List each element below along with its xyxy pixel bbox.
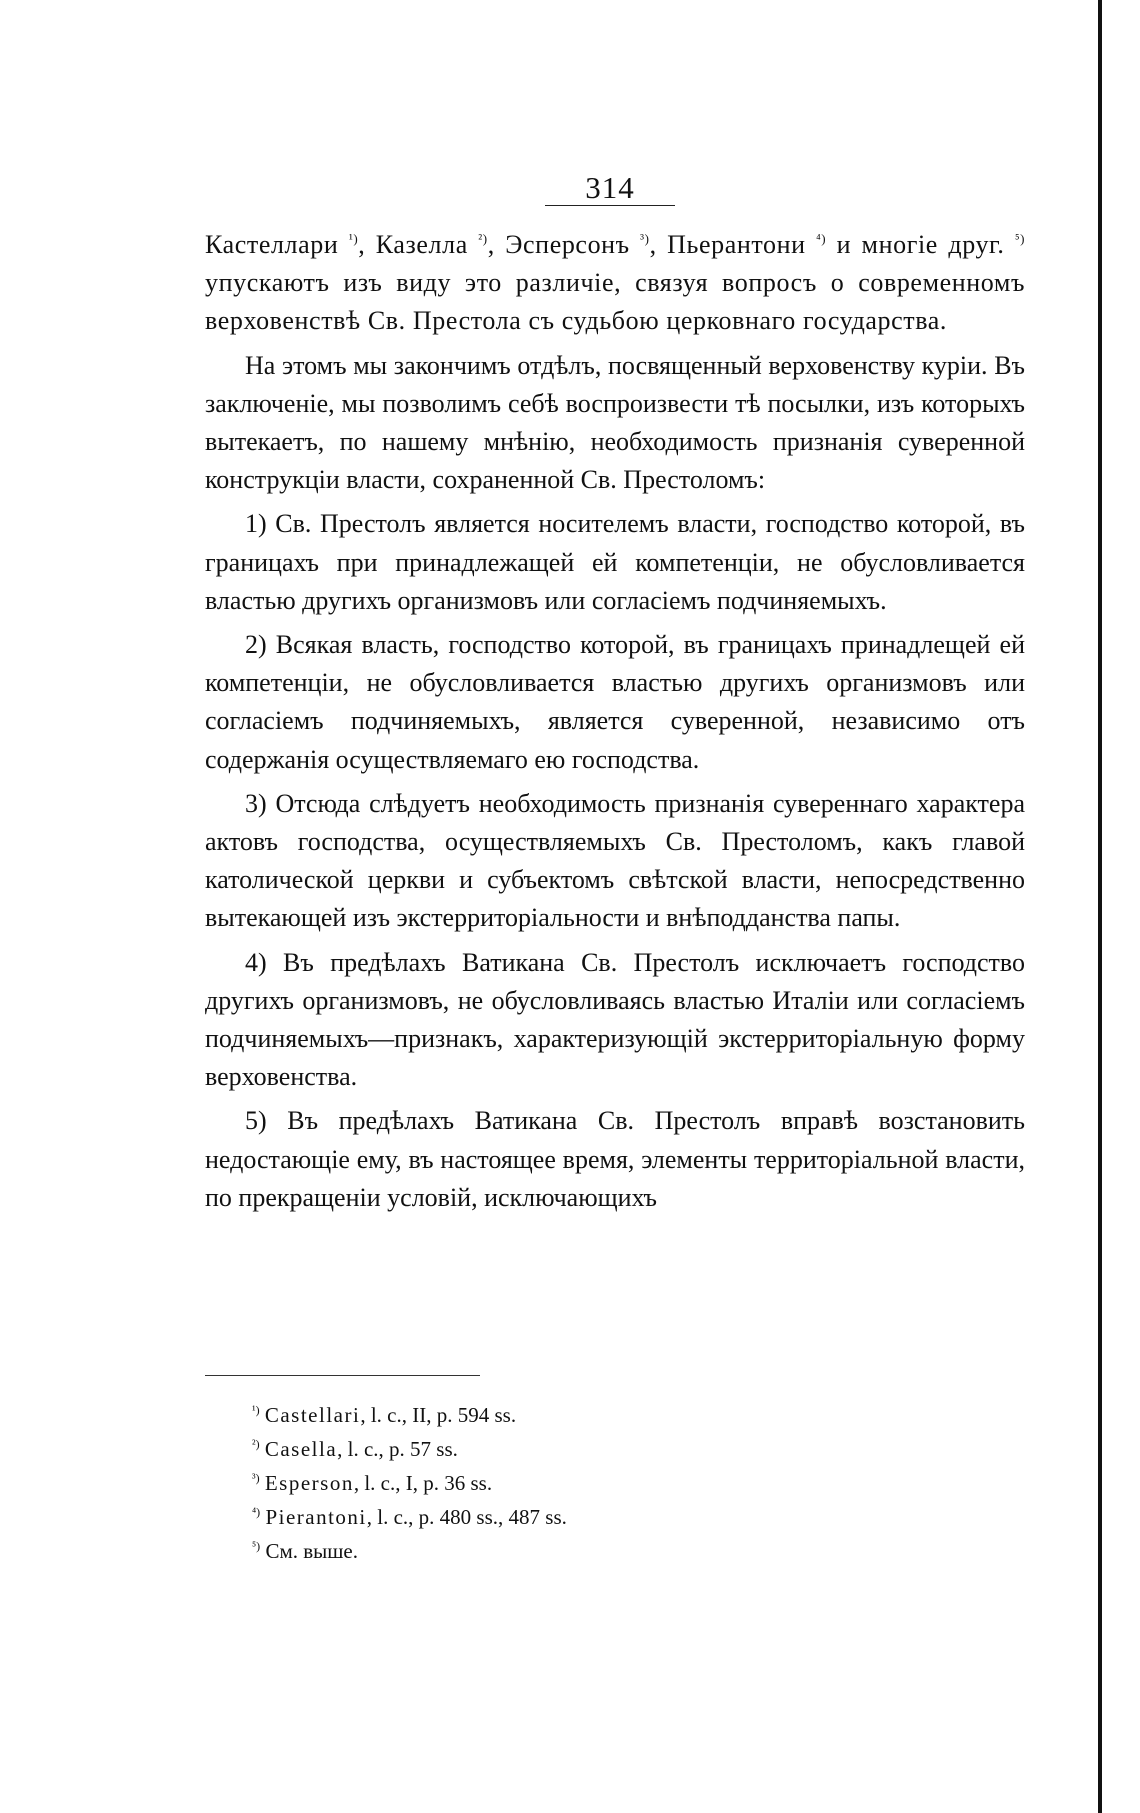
footnote-author: Esperson [264, 1471, 354, 1495]
footnote [252, 1500, 952, 1534]
thesis-4: 4) Въ предѣлахъ Ватикана Св. Престолъ исключаетъ господство другихъ организмовъ, не обусловливаясь властью Италіи или согласіемъ подчиняемыхъ—признакъ, характеризующій экстерриторіальную форму верховенства. [205, 947, 1025, 1092]
page-edge-line [1098, 0, 1102, 1813]
footnote-reference-text: См. выше. [265, 1539, 358, 1563]
text-segment: Кастеллари [205, 230, 349, 259]
text-segment: , Казелла [358, 230, 479, 259]
text-segment: , Пьерантони [649, 230, 817, 259]
footnote [252, 1432, 952, 1466]
footnote-reference: ²) [478, 231, 488, 246]
page-number-rule [545, 205, 675, 206]
footnote-author: Casella [264, 1437, 338, 1461]
footnote-mark: ²) [252, 1437, 260, 1451]
thesis-1: 1) Св. Престолъ является носителемъ власти, господство которой, въ границахъ при принадлежащей ей компетенціи, не обусловливается властью другихъ организмовъ или согласіемъ подчиняемыхъ. [205, 509, 1025, 615]
footnote [252, 1398, 952, 1432]
text-segment: , Эсперсонъ [487, 230, 641, 259]
footnote-mark: ⁵) [252, 1539, 261, 1553]
footnote-author: Castellari [264, 1403, 361, 1427]
footnote [252, 1466, 952, 1500]
footnote-reference: ⁵) [1014, 231, 1025, 246]
footnote-reference: ⁴) [816, 231, 827, 246]
footnote [252, 1534, 952, 1568]
footnote-mark: ⁴) [252, 1505, 261, 1519]
body-text [205, 226, 1025, 1223]
footnote-reference: ¹) [348, 231, 359, 246]
footnote-separator [205, 1375, 480, 1376]
footnote-reference: ³) [640, 231, 650, 246]
footnote-reference-text: , l. c., II, p. 594 ss. [360, 1403, 517, 1427]
paragraph-1: На этомъ мы закончимъ отдѣлъ, посвященный верховенству куріи. Въ заключеніе, мы позволимъ себѣ воспроизвести тѣ посылки, изъ которыхъ вытекаетъ, по нашему мнѣнію, необходимость признанія суверенной конструкціи власти, сохраненной Св. Престоломъ: [205, 350, 1025, 495]
footnote-mark: ³) [252, 1471, 260, 1485]
thesis-2: 2) Всякая власть, господство которой, въ границахъ принадлещей ей компетенціи, не обусловливается властью другихъ организмовъ или согласіемъ подчиняемыхъ, является суверенной, независимо отъ содержанія осуществляемаго ею господства. [205, 630, 1025, 774]
text-segment: упускаютъ изъ виду это различіе, связуя вопросъ о современномъ верховенствѣ Св. Престола съ судьбою церковнаго государства. [205, 268, 1025, 336]
footnote-mark: ¹) [252, 1403, 260, 1417]
page-number: 314 [585, 170, 635, 205]
text-segment: и многіе друг. [826, 230, 1015, 259]
thesis-5: 5) Въ предѣлахъ Ватикана Св. Престолъ вправѣ возстановить недостающіе ему, въ настоящее время, элементы территоріальной власти, по прекращеніи условій, исключающихъ [205, 1106, 1025, 1212]
footnote-author: Pierantoni [265, 1505, 367, 1529]
footnotes [252, 1398, 952, 1568]
thesis-3: 3) Отсюда слѣдуетъ необходимость признанія сувереннаго характера актовъ господства, осуществляемыхъ Св. Престоломъ, какъ главой католической церкви и субъектомъ свѣтской власти, непосредственно вытекающей изъ экстерриторіальности и внѣподданства папы. [205, 788, 1025, 933]
footnote-reference-text: , l. c., I, p. 36 ss. [353, 1471, 493, 1495]
footnote-reference-text: , l. c., p. 57 ss. [337, 1437, 458, 1461]
paragraph-0 [205, 226, 1025, 341]
footnote-reference-text: , l. c., p. 480 ss., 487 ss. [366, 1505, 567, 1529]
